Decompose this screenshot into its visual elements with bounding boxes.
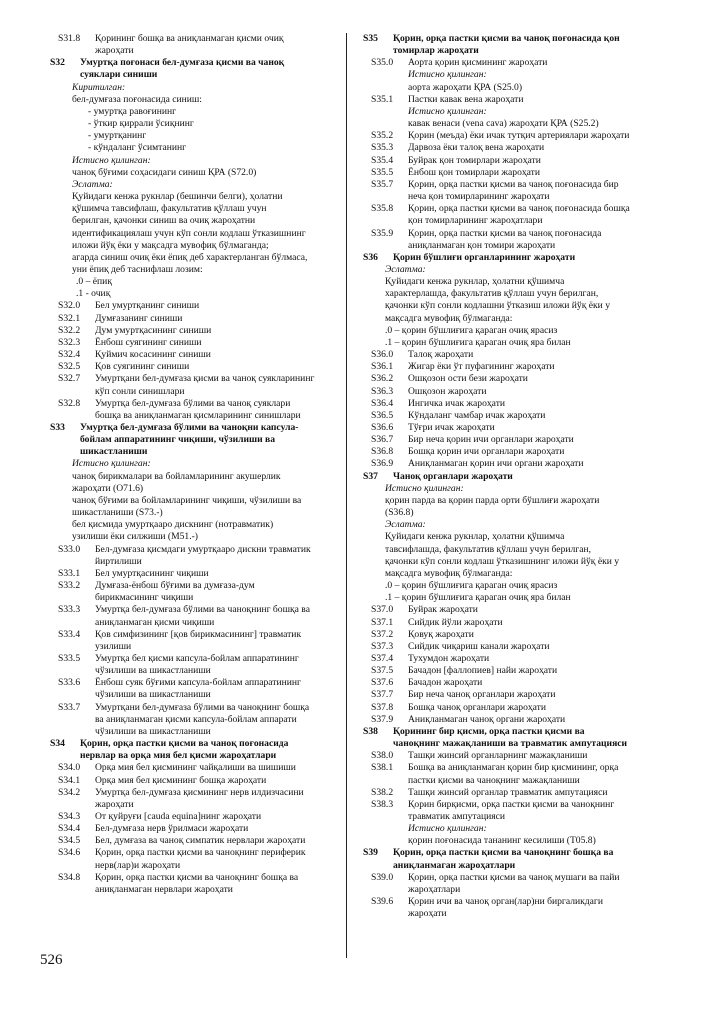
code-entry — [50, 811, 340, 823]
text-line: шикастланиши (S73.-) — [72, 507, 163, 519]
entry-code: S37.3 — [371, 640, 394, 652]
code-entry — [50, 835, 340, 847]
entry-code: S35.5 — [371, 166, 394, 178]
text-line: қачонки кўп сонли кодлашни ўтказиш иложи йўқ ёки у — [385, 300, 611, 312]
entry-code: S33.4 — [58, 628, 81, 640]
code-entry — [50, 580, 340, 592]
entry-code: S33.5 — [58, 652, 81, 664]
text-line: уни ёпиқ деб таснифлаш лозим: — [72, 263, 203, 275]
text-line: чаноқ бўғими соҳасидаги синиш ҚРА (S72.0) — [72, 166, 257, 178]
section-code: S36 — [363, 251, 378, 263]
entry-text: Бошқа чаноқ органлари жароҳати — [408, 701, 546, 713]
entry-text: Қорининг бошқа ва аниқланмаган қисми очиқ — [95, 33, 284, 44]
entry-code: S34.5 — [58, 835, 81, 847]
section-title: бойлам аппаратининг чиқиши, чўзилиши ва — [80, 434, 276, 446]
entry-text: Аниқланмаган чаноқ органи жароҳати — [408, 713, 566, 725]
text-line: .0 – ёпиқ — [76, 276, 112, 288]
entry-text: Бир неча қорин ичи органлари жароҳати — [408, 434, 574, 446]
section-title: Қорин, орқа пастки қисми ва чаноқ поғонасида — [80, 738, 289, 750]
entry-code: S36.1 — [371, 361, 394, 373]
text-line: бошқа ва аниқланмаган қисмларининг синишлари — [95, 409, 301, 421]
code-entry — [363, 689, 663, 701]
code-entry — [50, 872, 340, 884]
section-title: Умуртқа поғонаси бел-думғаза қисми ва чаноқ — [80, 57, 285, 69]
code-entry — [363, 750, 663, 762]
left-column — [50, 33, 340, 896]
section-heading — [363, 860, 663, 872]
code-entry — [363, 872, 663, 884]
section-heading — [50, 738, 340, 750]
entry-text: Ёнбош суяк бўғими капсула-бойлам аппаратининг — [95, 677, 301, 689]
text-line: қон томирларининг жароҳатлари — [408, 215, 543, 227]
entry-text: Бошқа қорин ичи органлари жароҳати — [408, 446, 565, 458]
entry-code: S32.4 — [58, 349, 81, 361]
code-entry — [363, 203, 663, 215]
text-line: чўзилиши ва шикастланиши — [95, 665, 211, 677]
section-title: чаноқнинг мажақланиши ва травматик ампутацияси — [393, 738, 628, 750]
entry-text: Ошқозон жароҳати — [408, 385, 487, 397]
entry-text: Бир неча чаноқ органлари жароҳати — [408, 689, 556, 701]
entry-code: S33.2 — [58, 580, 81, 592]
entry-text: Қуймич косасининг синиши — [95, 349, 211, 361]
text-line: нерв(лар)и жароҳати — [95, 859, 181, 871]
code-entry — [363, 677, 663, 689]
section-heading — [50, 57, 340, 69]
code-entry — [363, 349, 663, 361]
entry-text: Думғаза-ёнбош бўғими ва думғаза-дум — [95, 580, 255, 592]
code-entry — [363, 702, 663, 714]
code-entry — [363, 446, 663, 458]
code-entry — [50, 629, 340, 641]
code-entry — [363, 787, 663, 799]
note-label: Истисно қилинган: — [72, 458, 151, 470]
entry-text: Пастки кавак вена жароҳати — [408, 93, 524, 105]
code-entry — [363, 142, 663, 154]
text-line: чўзилиши ва шикастланиши — [95, 689, 211, 701]
code-entry — [363, 641, 663, 653]
text-line: жароҳати — [95, 45, 134, 57]
entry-code: S34.4 — [58, 823, 81, 835]
code-entry — [363, 386, 663, 398]
entry-code: S32.0 — [58, 300, 81, 312]
code-entry — [363, 167, 663, 179]
text-line: Қуйидаги кенжа рукнлар (бешинчи белги), ҳолатни — [72, 191, 283, 203]
section-heading — [50, 434, 340, 446]
entry-code: S34.1 — [58, 774, 81, 786]
column-divider — [346, 33, 347, 958]
text-line: чаноқ бўғими ва бойламларининг чиқиши, чўзилиши ва — [72, 494, 302, 506]
code-entry — [50, 349, 340, 361]
section-heading — [363, 252, 663, 264]
entry-text: Ташқи жинсий органлар травматик ампутацияси — [408, 786, 608, 798]
entry-code: S36.8 — [371, 446, 394, 458]
entry-code: S37.8 — [371, 701, 394, 713]
code-entry — [50, 604, 340, 616]
code-entry — [50, 775, 340, 787]
entry-code: S37.9 — [371, 713, 394, 725]
code-entry — [363, 373, 663, 385]
entry-code: S39.0 — [371, 871, 394, 883]
section-code: S33 — [50, 422, 65, 433]
text-line: бел қисмида умуртқааро дискнинг (нотравматик) — [72, 519, 274, 531]
entry-text: Ташқи жинсий органларнинг мажақланиши — [408, 750, 588, 762]
section-code: S35 — [363, 33, 378, 44]
section-code: S34 — [50, 738, 65, 750]
section-heading — [363, 847, 663, 859]
text-line: қачонки кўп сонли кодлаш ўтказишнинг иложи йўқ ёки у — [385, 555, 620, 567]
code-entry — [50, 544, 340, 556]
code-entry — [50, 568, 340, 580]
code-entry — [363, 410, 663, 422]
code-entry — [363, 130, 663, 142]
section-title: Умуртқа бел-думғаза бўлими ва чаноқни капсула- — [80, 422, 299, 433]
entry-text: Умуртқа бел-думғаза бўлими ва чаноқнинг бошқа ва — [95, 604, 310, 616]
text-line: .1 - очиқ — [76, 288, 111, 300]
text-line: иложи йўқ ёки у мақсадга мувофиқ бўлмаганда; — [72, 239, 269, 251]
code-entry — [50, 313, 340, 325]
text-line: .1 – қорин бўшлиғига қараган очиқ яра билан — [385, 592, 571, 604]
note-label: Истисно қилинган: — [72, 154, 151, 166]
section-heading — [50, 750, 340, 762]
text-line: қорин парда ва қорин парда орти бўшлиғи жароҳати — [385, 494, 600, 506]
entry-text: Бел умуртқанинг синиши — [95, 300, 200, 312]
entry-code: S36.0 — [371, 349, 394, 361]
text-line: йиртилиши — [95, 555, 142, 567]
entry-code: S33.0 — [58, 543, 81, 555]
entry-text: Сийдик йўли жароҳати — [408, 616, 503, 628]
code-entry — [363, 604, 663, 616]
text-line: кўп сонли синишлари — [95, 385, 185, 397]
code-entry — [363, 57, 663, 69]
code-entry — [363, 398, 663, 410]
text-line: қўшимча тавсифлаш, факультатив қўллаш учун — [72, 203, 267, 215]
code-entry — [363, 665, 663, 677]
section-title: Қорининг бир қисми, орқа пастки қисми ва — [393, 725, 585, 737]
section-title: Қорин бўшлиғи органларининг жароҳати — [393, 251, 576, 263]
text-line: аорта жароҳати ҚРА (S25.0) — [408, 81, 523, 93]
note-label: Эслатма: — [385, 263, 426, 275]
entry-text: Дарвоза ёки талоқ вена жароҳати — [408, 142, 545, 154]
section-title: аниқланмаган жароҳатлари — [393, 859, 516, 871]
code-entry — [50, 325, 340, 337]
text-line: ва аниқланмаган қисми капсула-бойлам аппарати — [95, 713, 297, 725]
entry-text: Ошқозон ости бези жароҳати — [408, 373, 528, 385]
code-entry — [363, 762, 663, 774]
entry-code: S34.0 — [58, 762, 81, 774]
text-line: жароҳати — [95, 798, 134, 810]
entry-code: S34.3 — [58, 811, 81, 822]
text-line: травматик ампутацияси — [408, 811, 506, 822]
code-entry — [50, 702, 340, 714]
entry-code: S33.3 — [58, 604, 81, 616]
section-heading — [50, 446, 340, 458]
section-title: нервлар ва орқа мия бел қисми жароҳатлари — [80, 750, 277, 762]
section-title: Чаноқ органлари жароҳати — [393, 470, 513, 482]
entry-text: Талоқ жароҳати — [408, 349, 474, 361]
code-entry — [363, 458, 663, 470]
entry-code: S36.7 — [371, 434, 394, 446]
text-line: узилиши — [95, 640, 132, 652]
code-entry — [50, 300, 340, 312]
text-line: неча қон томирларининг жароҳати — [408, 191, 550, 203]
code-entry — [363, 179, 663, 191]
entry-text: Қов суягининг синиши — [95, 361, 190, 373]
entry-text: Бошқа ва аниқланмаган қорин бир қисмининг, орқа — [408, 762, 619, 774]
section-code: S32 — [50, 57, 65, 69]
entry-text: Қорин ичи ва чаноқ орган(лар)ни биргаликдаги — [408, 896, 603, 908]
code-entry — [50, 653, 340, 665]
entry-code: S36.9 — [371, 458, 394, 470]
entry-code: S32.7 — [58, 373, 81, 385]
entry-code: S37.4 — [371, 652, 394, 664]
code-entry — [50, 762, 340, 774]
entry-text: Бачадон жароҳати — [408, 677, 483, 689]
entry-code: S34.2 — [58, 786, 81, 798]
entry-text: Умуртқани бел-думғаза қисми ва чаноқ суякларининг — [95, 373, 315, 385]
section-heading — [50, 69, 340, 81]
entry-text: Бел умуртқасининг чиқиши — [95, 567, 209, 579]
code-entry — [363, 629, 663, 641]
section-title: томирлар жароҳати — [393, 45, 479, 57]
entry-text: Тухумдон жароҳати — [408, 652, 490, 664]
entry-text: Кўндаланг чамбар ичак жароҳати — [408, 409, 546, 421]
text-line: характерлашда, факультатив қўллаш учун берилган, — [385, 288, 599, 300]
section-code: S38 — [363, 725, 378, 737]
note-label: Киритилган: — [72, 81, 126, 93]
entry-text: Қорин, орқа пастки қисми ва чаноқ поғонасида бир — [408, 178, 619, 190]
code-entry — [363, 434, 663, 446]
entry-code: S37.5 — [371, 665, 394, 677]
text-line: агарда синиш очиқ ёки ёпиқ деб характерланган бўлмаса, — [72, 251, 308, 263]
entry-code: S36.6 — [371, 422, 394, 433]
entry-text: Сийдик чиқариш канали жароҳати — [408, 640, 550, 652]
note-label: Истисно қилинган: — [385, 482, 464, 494]
entry-text: Умуртқа бел қисми капсула-бойлам аппаратининг — [95, 652, 299, 664]
entry-text: Қорин, орқа пастки қисми ва чаноқ мушаги ва пайи — [408, 871, 620, 883]
text-line: Қуйидаги кенжа рукнлар, ҳолатни қўшимча — [385, 276, 565, 288]
text-line: тавсифлашда, факультатив қўллаш учун берилган, — [385, 543, 592, 555]
code-entry — [363, 896, 663, 908]
entry-code: S38.2 — [371, 786, 394, 798]
entry-code: S36.3 — [371, 385, 394, 397]
entry-text: Қорин, орқа пастки қисми ва чаноқнинг бошқа ва — [95, 871, 299, 883]
page-number: 526 — [40, 952, 63, 968]
entry-code: S35.7 — [371, 178, 394, 190]
entry-text: Қорин, орқа пастки қисми ва чаноқнинг периферик — [95, 847, 306, 859]
text-line: аниқланмаган қисми чиқиши — [95, 616, 215, 628]
section-heading — [363, 471, 663, 483]
entry-text: Қорин бирқисми, орқа пастки қисми ва чаноқнинг — [408, 798, 615, 810]
entry-code: S36.5 — [371, 409, 394, 421]
code-entry — [363, 617, 663, 629]
entry-text: Қов симфизининг [қов бирикмасининг] травматик — [95, 628, 302, 640]
note-label: Истисно қилинган: — [408, 105, 487, 117]
right-column — [363, 33, 663, 920]
entry-code: S35.8 — [371, 203, 394, 215]
entry-code: S34.6 — [58, 847, 81, 859]
entry-code: S37.6 — [371, 677, 394, 689]
entry-code: S31.8 — [58, 33, 81, 44]
text-line: .1 – қорин бўшлиғига қараган очиқ яра билан — [385, 336, 571, 348]
entry-code: S34.8 — [58, 871, 81, 883]
section-title: Қорин, орқа пастки қисми ва чаноқнинг бошқа ва — [393, 847, 614, 859]
entry-code: S35.3 — [371, 142, 394, 154]
code-entry — [50, 33, 340, 45]
entry-text: Қовуқ жароҳати — [408, 628, 474, 640]
code-entry — [363, 228, 663, 240]
text-line: аниқланмаган нервлари жароҳати — [95, 883, 233, 895]
text-line: узилиши ёки силжиши (M51.-) — [72, 531, 198, 543]
code-entry — [363, 94, 663, 106]
entry-code: S32.3 — [58, 336, 81, 348]
entry-text: Қорин, орқа пастки қисми ва чаноқ поғонасида — [408, 227, 602, 239]
entry-text: Аниқланмаган қорин ичи органи жароҳати — [408, 458, 584, 470]
entry-code: S32.1 — [58, 312, 81, 324]
entry-code: S35.2 — [371, 130, 394, 142]
section-heading — [50, 422, 340, 434]
code-entry — [50, 787, 340, 799]
text-line: Қуйидаги кенжа рукнлар, ҳолатни қўшимча — [385, 531, 565, 543]
note-label: Эслатма: — [72, 178, 113, 190]
entry-code: S37.1 — [371, 616, 394, 628]
entry-code: S37.7 — [371, 689, 394, 701]
text-line: мақсадга мувофиқ бўлмаганда: — [385, 312, 513, 324]
entry-text: Қорин, орқа пастки қисми ва чаноқ поғонасида бошқа — [408, 203, 630, 215]
entry-code: S35.0 — [371, 57, 394, 69]
entry-code: S32.8 — [58, 397, 81, 409]
entry-code: S36.2 — [371, 373, 394, 385]
code-entry — [363, 714, 663, 726]
entry-text: Бел-думғаза нерв ўрилмаси жароҳати — [95, 823, 249, 835]
code-entry — [363, 422, 663, 434]
section-heading — [363, 738, 663, 750]
text-line: .0 – қорин бўшлиғига қараган очиқ ярасиз — [385, 324, 558, 336]
code-entry — [50, 373, 340, 385]
entry-text: Думғазанинг синиши — [95, 312, 183, 324]
entry-text: Ингичка ичак жароҳати — [408, 397, 506, 409]
note-label: Эслатма: — [385, 519, 426, 531]
section-code: S37 — [363, 470, 378, 482]
entry-text: Буйрак жароҳати — [408, 604, 478, 616]
entry-code: S32.2 — [58, 324, 81, 336]
code-entry — [50, 361, 340, 373]
entry-text: Бел, думғаза ва чаноқ симпатик нервлари жароҳати — [95, 835, 306, 847]
entry-text: Қорин (меъда) ёки ичак тутқич артериялари жароҳати — [408, 130, 630, 142]
entry-text: Ёнбош қон томирлари жароҳати — [408, 166, 540, 178]
text-line: аниқланмаган қон томири жароҳати — [408, 239, 556, 251]
note-label: Истисно қилинган: — [408, 823, 487, 835]
entry-code: S33.7 — [58, 701, 81, 713]
entry-text: От қуйруғи [cauda equina]нинг жароҳати — [95, 811, 262, 822]
section-heading — [363, 726, 663, 738]
text-line: берилган, қачонки синиш ва очиқ жароҳатни — [72, 215, 256, 227]
section-title: суяклари синиши — [80, 69, 158, 81]
section-heading — [363, 33, 663, 45]
text-line: идентификациялаш учун кўп сонли кодлаш ўтказишнинг — [72, 227, 306, 239]
code-entry — [363, 155, 663, 167]
text-line: бирикмасининг чиқиши — [95, 592, 194, 604]
entry-code: S35.1 — [371, 93, 394, 105]
entry-code: S33.1 — [58, 567, 81, 579]
entry-code: S32.5 — [58, 361, 81, 373]
code-entry — [363, 361, 663, 373]
text-line: пастки қисми ва чаноқнинг мажақланиши — [408, 774, 580, 786]
text-line: - умуртқанинг — [88, 130, 147, 142]
entry-text: Орқа мия бел қисмининг чайқалиши ва шишиши — [95, 762, 296, 774]
code-entry — [50, 337, 340, 349]
entry-code: S37.0 — [371, 604, 394, 616]
entry-text: Дум умуртқасининг синиши — [95, 324, 212, 336]
section-title: шикастланиши — [80, 446, 148, 458]
entry-text: Орқа мия бел қисмининг бошқа жароҳати — [95, 774, 267, 786]
text-line: қорин поғонасида тананинг кесилиши (T05.8) — [408, 835, 596, 847]
entry-text: Жигар ёки ўт пуфагининг жароҳати — [408, 361, 555, 373]
entry-text: Бачадон [фаллопиев] найи жароҳати — [408, 665, 558, 677]
entry-code: S35.9 — [371, 227, 394, 239]
text-line: (S36.8) — [385, 507, 414, 519]
section-heading — [363, 45, 663, 57]
text-line: кавак венаси (vena cava) жароҳати ҚРА (S25.2) — [408, 118, 599, 130]
text-line: - ўткир қиррали ўсиқнинг — [88, 118, 194, 130]
code-entry — [363, 653, 663, 665]
section-title: Қорин, орқа пастки қисми ва чаноқ поғонасида қон — [393, 33, 620, 44]
text-line: - кўндаланг ўсимтанинг — [88, 142, 187, 154]
text-line: жароҳатлари — [408, 883, 461, 895]
entry-text: Тўғри ичак жароҳати — [408, 422, 495, 433]
section-code: S39 — [363, 847, 378, 859]
entry-code: S33.6 — [58, 677, 81, 689]
entry-text: Умуртқани бел-думғаза бўлими ва чаноқнинг бошқа — [95, 701, 310, 713]
text-line: бел-думғаза поғонасида синиш: — [72, 93, 202, 105]
code-entry — [50, 823, 340, 835]
entry-code: S35.4 — [371, 154, 394, 166]
entry-code: S39.6 — [371, 896, 394, 908]
text-line: мақсадга мувофиқ бўлмаганда: — [385, 567, 513, 579]
entry-text: Буйрак қон томирлари жароҳати — [408, 154, 541, 166]
entry-code: S38.0 — [371, 750, 394, 762]
entry-text: Аорта қорин қисмининг жароҳати — [408, 57, 548, 69]
text-line: чаноқ бирикмалари ва бойламларининг акушерлик — [72, 470, 281, 482]
entry-text: Бел-думғаза қисмдаги умуртқааро дискни травматик — [95, 543, 311, 555]
text-line: жароҳати (O71.6) — [72, 482, 144, 494]
code-entry — [50, 398, 340, 410]
text-line: .0 – қорин бўшлиғига қараган очиқ ярасиз — [385, 580, 558, 592]
entry-text: Ёнбош суягининг синиши — [95, 336, 202, 348]
code-entry — [363, 799, 663, 811]
note-label: Истисно қилинган: — [408, 69, 487, 81]
entry-text: Умуртқа бел-думғаза бўлими ва чаноқ суяклари — [95, 397, 291, 409]
text-line: - умуртқа равоғининг — [88, 105, 177, 117]
entry-code: S36.4 — [371, 397, 394, 409]
code-entry — [50, 677, 340, 689]
entry-text: Умуртқа бел-думғаза қисмининг нерв илдизчасини — [95, 786, 304, 798]
code-entry — [50, 847, 340, 859]
text-line: чўзилиши ва шикастланиши — [95, 725, 211, 737]
entry-code: S38.1 — [371, 762, 394, 774]
entry-code: S37.2 — [371, 628, 394, 640]
entry-code: S38.3 — [371, 798, 394, 810]
text-line: жароҳати — [408, 908, 447, 920]
